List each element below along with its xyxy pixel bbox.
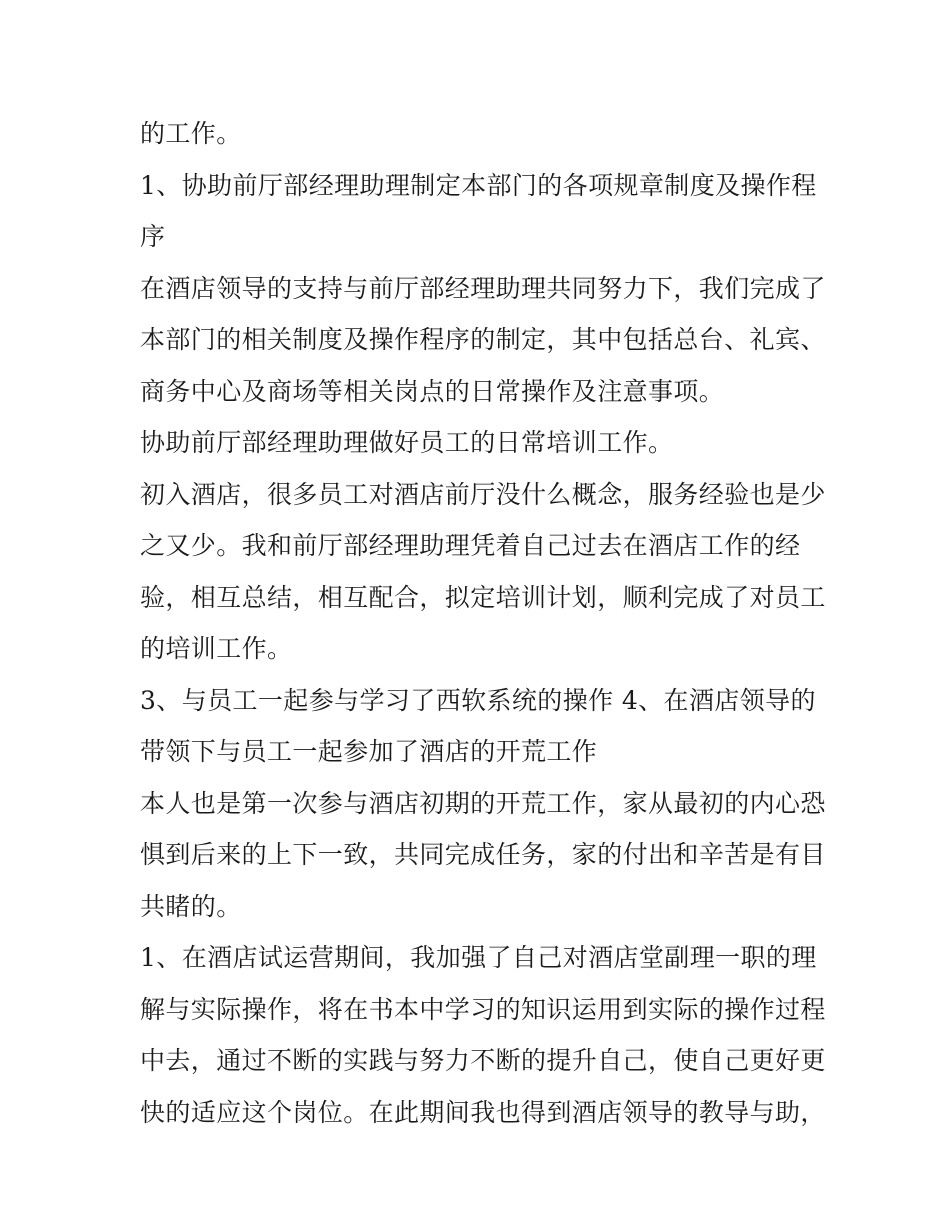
text-line: 共睹的。 — [140, 891, 242, 921]
text-line: 本人也是第一次参与酒店初期的开荒工作，家从最初的内心恐 — [140, 788, 826, 818]
text-line: 本部门的相关制度及操作程序的制定，其中包括总台、礼宾、 — [140, 325, 826, 354]
text-line: 的培训工作。 — [140, 634, 293, 663]
text-line: 解与实际操作，将在书本中学习的知识运用到实际的操作过程 — [140, 994, 826, 1024]
document-body — [140, 108, 826, 1138]
text-line: 1、在酒店试运营期间，我加强了自己对酒店堂副理一职的理 — [140, 943, 817, 972]
text-line: 带领下与员工一起参加了酒店的开荒工作 — [140, 737, 598, 766]
text-line: 在酒店领导的支持与前厅部经理助理共同努力下，我们完成了 — [140, 273, 826, 303]
text-line: 商务中心及商场等相关岗点的日常操作及注意事项。 — [140, 376, 725, 406]
text-line: 的工作。 — [140, 119, 242, 148]
text-line: 中去，通过不断的实践与努力不断的提升自己，使自己更好更 — [140, 1046, 826, 1075]
text-line: 快的适应这个岗位。在此期间我也得到酒店领导的教导与助， — [140, 1097, 826, 1127]
text-line: 3、与员工一起参与学习了西软系统的操作 4、在酒店领导的 — [140, 685, 816, 715]
text-line: 验，相互总结，相互配合，拟定培训计划，顺利完成了对员工 — [140, 582, 826, 612]
text-line: 之又少。我和前厅部经理助理凭着自己过去在酒店工作的经 — [140, 531, 801, 560]
text-line: 初入酒店，很多员工对酒店前厅没什么概念，服务经验也是少 — [140, 479, 826, 509]
text-line: 协助前厅部经理助理做好员工的日常培训工作。 — [140, 428, 674, 457]
text-line: 1、协助前厅部经理助理制定本部门的各项规章制度及操作程 — [140, 170, 817, 200]
text-line: 序 — [140, 222, 166, 251]
text-line: 惧到后来的上下一致，共同完成任务，家的付出和辛苦是有目 — [140, 840, 826, 869]
